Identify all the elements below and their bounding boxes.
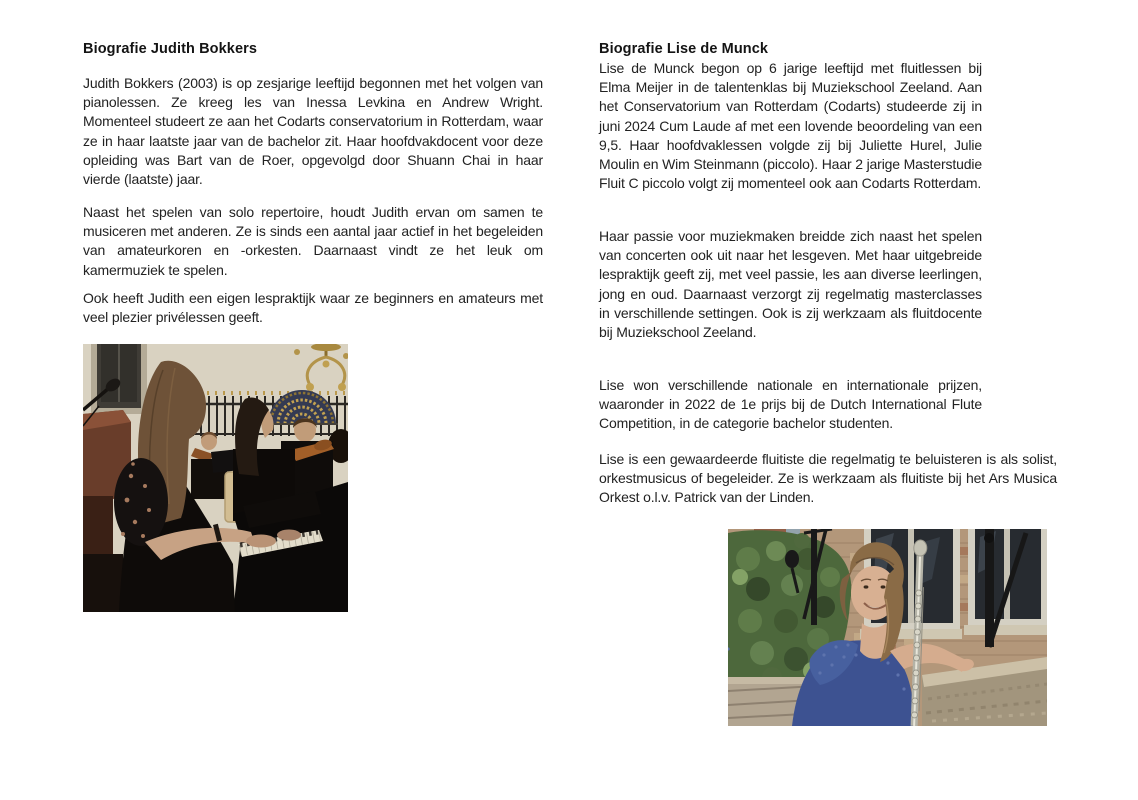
window-panel [91, 344, 147, 414]
judith-paragraph-2: Naast het spelen van solo repertoire, houdt Judith ervan om samen te musiceren met anderen. Ze is sinds een aantal jaar actief in het begeleiden van amateurkoren en -orkesten. Daarnaast vindt ze het leuk om kamermuziek te spelen. [83, 204, 543, 278]
judith-paragraph-3: Ook heeft Judith een eigen lespraktijk waar ze beginners en amateurs met veel plezier privélessen geeft. [83, 290, 543, 326]
lise-paragraph-4: Lise is een gewaardeerde fluitiste die regelmatig te beluisteren is als solist, orkestmusicus of begeleider. Ze is werkzaam als fluitiste bij het Ars Musica Orkest o.l.v. Patrick van der Linden. [599, 451, 1057, 506]
lise-biography-heading: Biografie Lise de Munck [599, 41, 769, 57]
window-right [964, 529, 1047, 635]
judith-biography-heading: Biografie Judith Bokkers [83, 41, 258, 57]
judith-paragraph-1: Judith Bokkers (2003) is op zesjarige leeftijd begonnen met het volgen van pianolessen. Ze kreeg les van Inessa Levkina en Andrew Wright. Momenteel studeert ze aan het Codarts conservatorium in Rotterdam, waar ze in haar laatste jaar van de bachelor zit. Haar hoofdvakdocent voor deze opleiding was Bart van de Roer, opgevolgd door Shuann Chai in haar vierde (laatste) jaar. [83, 75, 543, 188]
lise-paragraph-3: Lise won verschillende nationale en internationale prijzen, waaronder in 2022 de 1e prijs bij de Dutch International Flute Competition, in de categorie bachelor studenten. [599, 377, 982, 432]
lise-paragraph-2: Haar passie voor muziekmaken breidde zich naast het spelen van concerten ook uit naar het lesgeven. Met haar uitgebreide lespraktijk geeft zij, met veel passie, les aan diverse leerlingen, jong en oud. Daarnaast verzorgt zij regelmatig masterclasses in verschillende settingen. Ook is zij werkzaam als fluitdocente bij Muziekschool Zeeland. [599, 228, 982, 341]
judith-concert-photo [83, 344, 348, 612]
lise-portrait-photo [728, 529, 1047, 726]
lise-paragraph-1: Lise de Munck begon op 6 jarige leeftijd met fluitlessen bij Elma Meijer in de talentenklas bij Muziekschool Zeeland. Aan het Conservatorium van Rotterdam (Codarts) studeerde zij in juni 2024 Cum Laude af met een lovende beoordeling van een 9,5. Haar hoofdvaklessen volgde zij bij Juliette Hurel, Julie Moulin en Wim Steinmann (piccolo). Haar 2 jarige Masterstudie Fluit C piccolo volgt zij momenteel ook aan Codarts Rotterdam. [599, 60, 983, 192]
